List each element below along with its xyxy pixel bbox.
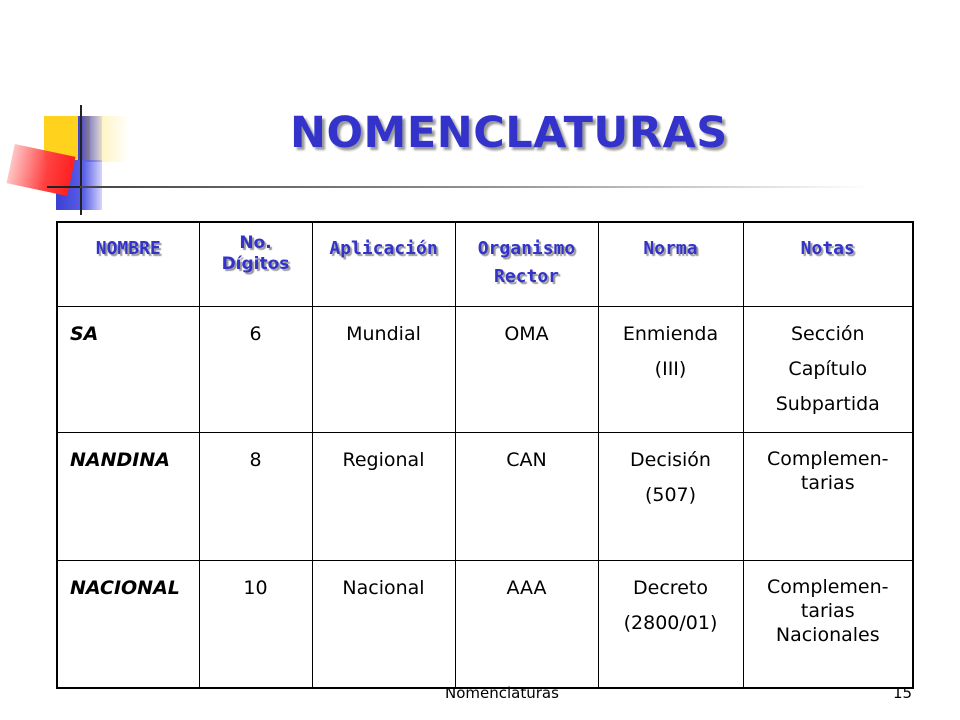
cell-notas <box>743 560 913 688</box>
cell-notas <box>743 432 913 560</box>
cell-notas-line2: tarias <box>800 471 855 494</box>
cell-notas-line3: Nacionales <box>775 623 880 646</box>
header-digitos <box>199 222 312 306</box>
cell-aplicacion: Mundial <box>312 306 455 432</box>
table-row <box>57 432 913 560</box>
slide-title: NOMENCLATURAS <box>290 108 728 158</box>
cell-notas-line3: Subpartida <box>775 392 880 415</box>
header-aplicacion-text: Aplicación <box>329 238 438 259</box>
cell-norma <box>598 432 743 560</box>
header-digitos-line1: No. <box>239 233 272 253</box>
cell-notas-line2: Capítulo <box>788 357 868 380</box>
table-header-row <box>57 222 913 306</box>
cell-notas-line1: Complemen- <box>766 575 889 598</box>
table-row <box>57 306 913 432</box>
cell-digitos: 10 <box>199 560 312 688</box>
header-nombre <box>57 222 199 306</box>
cell-notas-line1: Complemen- <box>766 447 889 470</box>
cell-notas-line2: tarias <box>800 599 855 622</box>
header-notas-text: Notas <box>800 238 855 259</box>
header-notas <box>743 222 913 306</box>
cell-norma-line1: Decisión <box>630 448 711 471</box>
cell-nombre: SA <box>57 306 199 432</box>
header-digitos-line2: Dígitos <box>221 254 290 274</box>
cell-notas-line1: Sección <box>790 322 865 345</box>
page-number: 15 <box>893 684 913 702</box>
header-norma-text: Norma <box>643 238 698 259</box>
footer-label: Nomenclaturas <box>445 684 559 702</box>
cell-organismo: CAN <box>455 432 598 560</box>
header-organismo-line2: Rector <box>493 266 560 287</box>
header-aplicacion <box>312 222 455 306</box>
cell-norma-line2: (507) <box>644 483 697 506</box>
cell-aplicacion: Regional <box>312 432 455 560</box>
header-norma <box>598 222 743 306</box>
cell-norma-line2: (2800/01) <box>623 611 718 634</box>
cell-organismo: OMA <box>455 306 598 432</box>
cell-notas <box>743 306 913 432</box>
cell-aplicacion: Nacional <box>312 560 455 688</box>
cell-organismo: AAA <box>455 560 598 688</box>
cell-nombre: NANDINA <box>57 432 199 560</box>
cell-norma-line1: Decreto <box>633 576 708 599</box>
cell-norma <box>598 306 743 432</box>
header-organismo-line1: Organismo <box>477 238 576 259</box>
nomenclature-table <box>56 221 914 689</box>
header-organismo <box>455 222 598 306</box>
table-row <box>57 560 913 688</box>
cell-norma-line2: (III) <box>654 357 687 380</box>
cell-norma <box>598 560 743 688</box>
decorative-vertical-line <box>80 105 82 215</box>
cell-norma-line1: Enmienda <box>622 322 719 345</box>
cell-nombre: NACIONAL <box>57 560 199 688</box>
cell-digitos: 6 <box>199 306 312 432</box>
title-underline <box>80 186 870 188</box>
header-nombre-text: NOMBRE <box>95 238 161 259</box>
cell-digitos: 8 <box>199 432 312 560</box>
